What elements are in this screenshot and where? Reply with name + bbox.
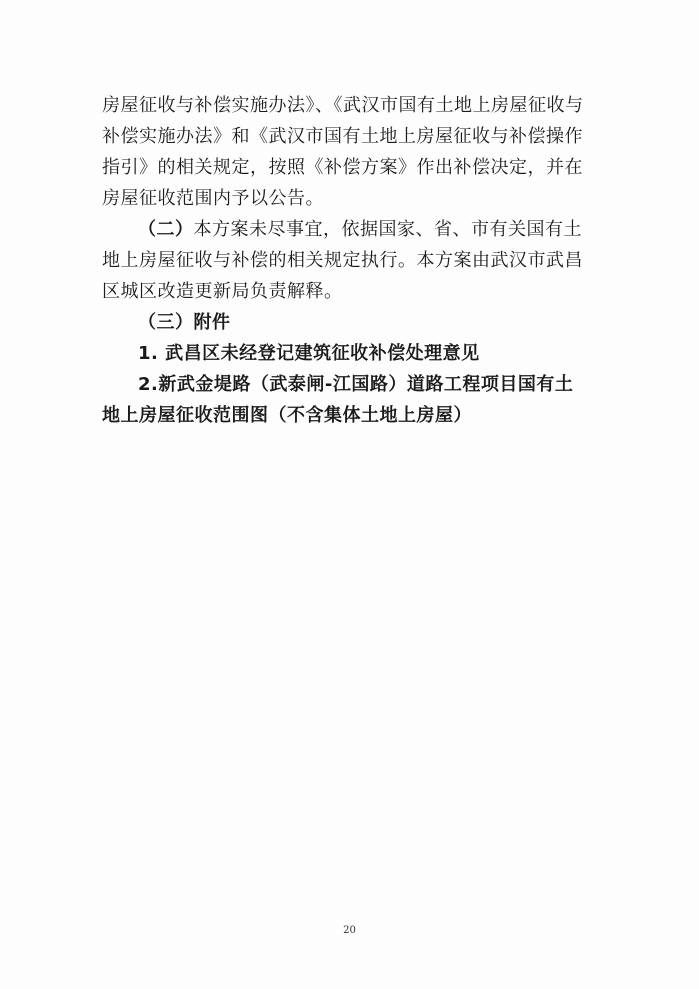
paragraph-line: 房屋征收范围内予以公告。 (102, 188, 324, 209)
section-three-heading (102, 307, 602, 338)
paragraph-line: 指引》的相关规定，按照《补偿方案》作出补偿决定，并在 (102, 157, 583, 178)
page-number: 20 (343, 925, 356, 936)
attachment-item-2: 2.新武金堤路（武泰闸-江国路）道路工程项目国有土 (138, 374, 574, 395)
paragraph-line: 房屋征收与补偿实施办法》、《武汉市国有土地上房屋征收与 (102, 95, 584, 116)
section-two-label: （二） (138, 219, 194, 240)
section-three-title: 附件 (193, 312, 231, 333)
document-body (102, 90, 602, 431)
section-two-first-line (102, 214, 602, 245)
attachment-item-2-continued: 地上房屋征收范围图（不含集体土地上房屋） (102, 405, 472, 426)
attachment-item-1: 1. 武昌区未经登记建筑征收补偿处理意见 (138, 343, 480, 364)
section-three-label: （三） (138, 312, 194, 333)
section-two-text: 本方案未尽事宜，依据国家、省、市有关国有土 (193, 219, 582, 240)
paragraph-line: 补偿实施办法》和《武汉市国有土地上房屋征收与补偿操作 (102, 126, 583, 147)
paragraph-line: 地上房屋征收与补偿的相关规定执行。本方案由武汉市武昌 (102, 250, 583, 271)
paragraph-line: 区城区改造更新局负责解释。 (102, 281, 343, 302)
